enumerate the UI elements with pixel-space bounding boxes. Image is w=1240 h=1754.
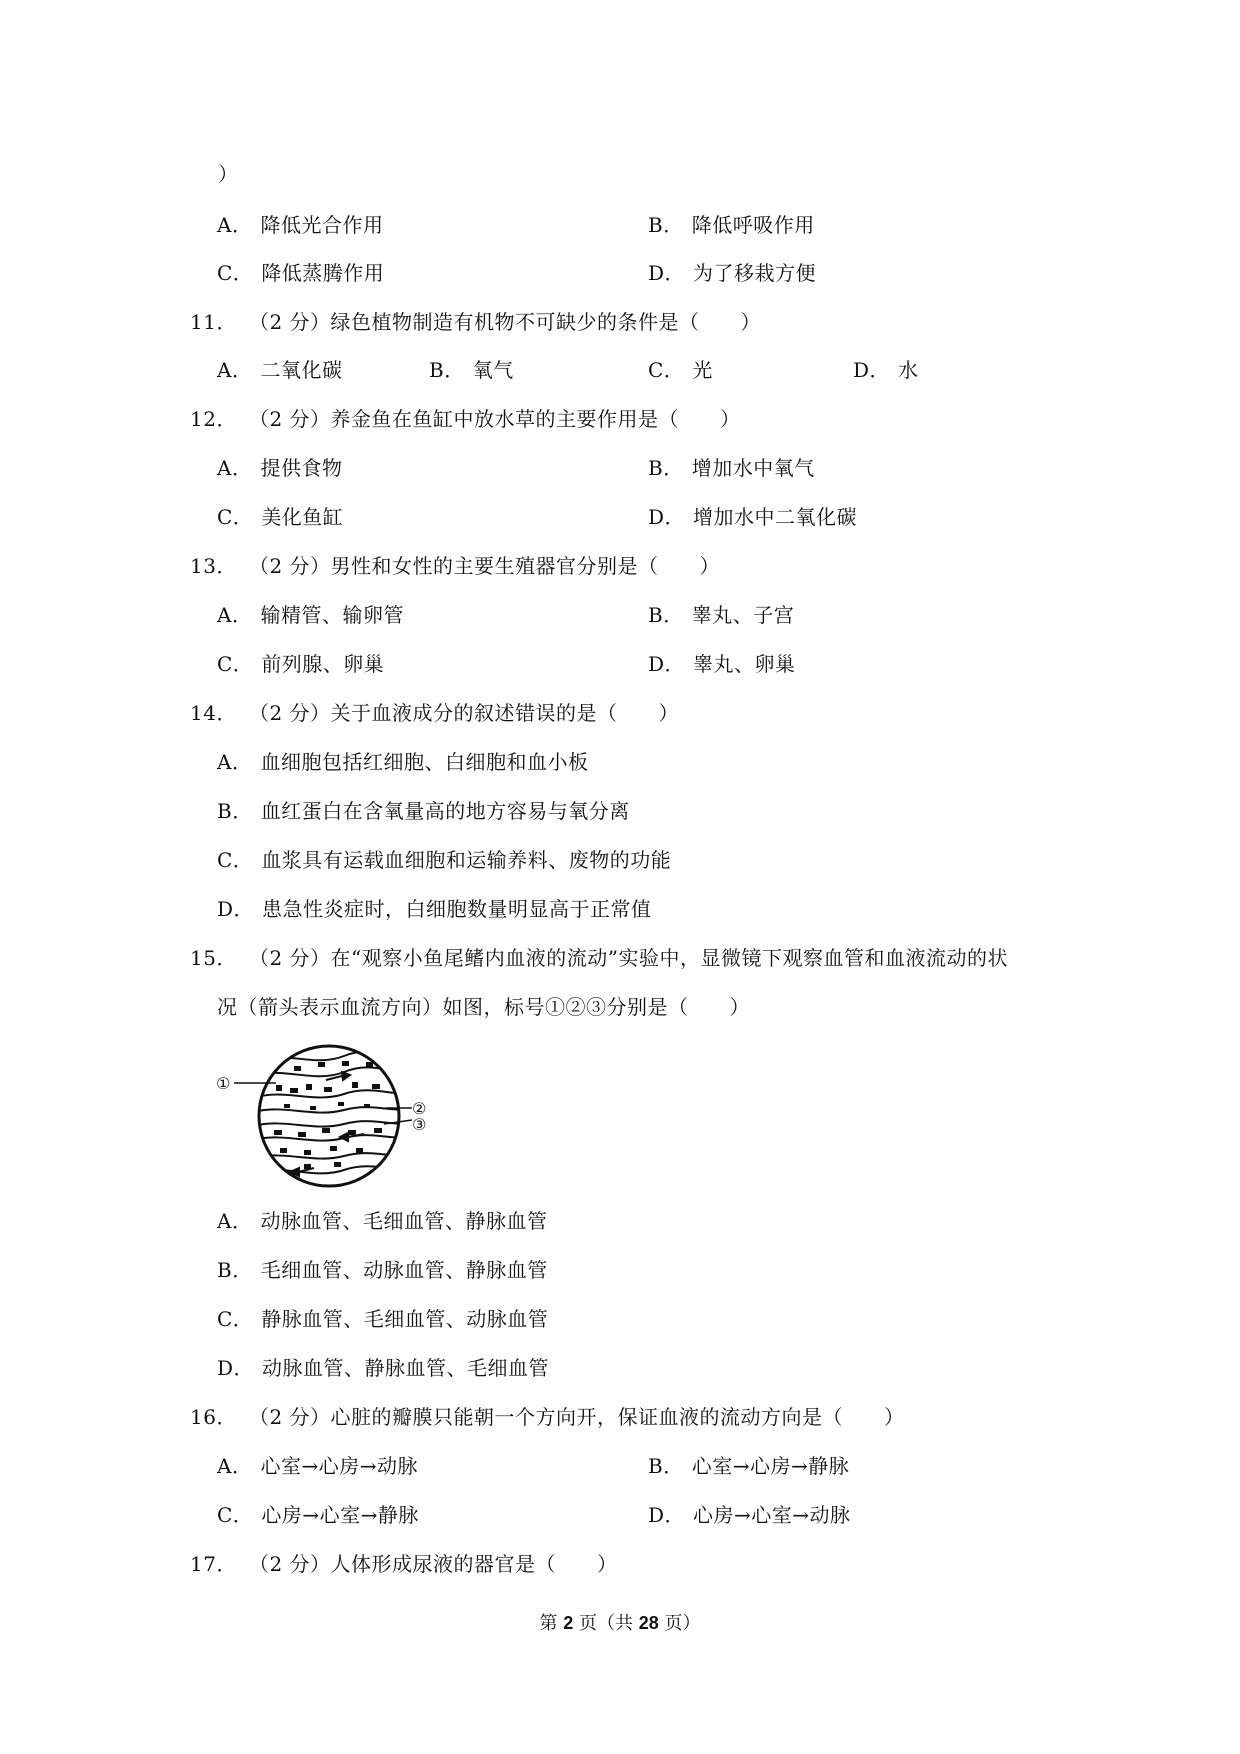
question-score: （2 分） [248,1552,331,1576]
question-number: 15． [190,946,237,970]
option-text: 心房→心室→静脉 [261,1503,419,1527]
option-text: 前列腺、卵巢 [261,652,385,676]
option-text: 血红蛋白在含氧量高的地方容易与氧分离 [260,799,630,823]
q10-option-a [217,212,383,238]
figure-label-3: ③ [412,1115,427,1134]
question-13 [190,553,720,579]
option-text: 为了移栽方便 [693,261,817,285]
question-15-stem-continued: 况（箭头表示血流方向）如图，标号①②③分别是（ ） [217,995,750,1019]
q10-option-c [217,260,384,286]
question-stem: 人体形成尿液的器官是（ ） [330,1552,618,1576]
question-stem: 在“观察小鱼尾鳍内血液的流动”实验中，显微镜下观察血管和血液流动的状 [330,946,1008,970]
option-letter: C． [648,358,685,382]
microscope-field-circle [259,1046,399,1186]
option-letter: B． [217,1258,253,1282]
option-letter: A． [217,213,253,237]
question-stem: 男性和女性的主要生殖器官分别是（ ） [330,554,721,578]
q16-option-d [648,1502,851,1528]
option-letter: B． [429,358,465,382]
q11-option-d [853,357,919,383]
option-letter: C． [217,652,254,676]
q11-option-b [429,357,514,383]
q15-option-c [217,1306,548,1332]
q13-option-b [648,602,794,628]
question-number: 12． [190,407,237,431]
option-text: 心室→心房→动脉 [260,1454,418,1478]
question-score: （2 分） [248,701,331,725]
footer-suffix: 页） [658,1613,701,1634]
option-letter: B． [648,1454,684,1478]
option-letter: A． [217,1454,253,1478]
q14-option-c [217,847,671,873]
figure-label-1: ① [216,1074,231,1093]
option-letter: C． [217,1307,254,1331]
question-11 [190,309,761,335]
option-letter: D． [648,505,686,529]
question-16 [190,1404,905,1430]
question-score: （2 分） [248,554,331,578]
footer-middle: 页（共 [573,1613,639,1634]
option-text: 毛细血管、动脉血管、静脉血管 [260,1258,548,1282]
q10-option-b [648,212,815,238]
question-17 [190,1551,618,1577]
option-text: 动脉血管、静脉血管、毛细血管 [262,1356,550,1380]
question-score: （2 分） [248,946,331,970]
option-letter: D． [217,1356,255,1380]
q14-option-d [217,896,652,922]
option-text: 二氧化碳 [260,358,343,382]
q13-option-a [217,602,404,628]
q13-option-c [217,651,384,677]
option-text: 降低呼吸作用 [691,213,815,237]
option-text: 动脉血管、毛细血管、静脉血管 [260,1209,548,1233]
option-text: 患急性炎症时，白细胞数量明显高于正常值 [262,897,652,921]
q14-option-a [217,749,588,775]
q12-option-a [217,455,342,481]
option-text: 光 [692,358,713,382]
question-score: （2 分） [248,407,331,431]
option-text: 睾丸、卵巢 [693,652,796,676]
option-letter: C． [217,505,254,529]
option-letter: B． [217,799,253,823]
footer-total-pages: 28 [638,1613,659,1633]
question-score: （2 分） [248,310,331,334]
question-number: 16． [190,1405,237,1429]
q16-option-b [648,1453,849,1479]
option-letter: A． [217,358,253,382]
option-letter: C． [217,1503,254,1527]
option-letter: D． [853,358,891,382]
q11-option-c [648,357,713,383]
option-text: 增加水中氧气 [691,456,815,480]
q16-option-a [217,1453,418,1479]
option-letter: C． [217,261,254,285]
option-text: 心室→心房→静脉 [691,1454,850,1478]
q12-option-b [648,455,815,481]
question-15 [190,945,1008,971]
option-text: 增加水中二氧化碳 [693,505,858,529]
question-stem: 绿色植物制造有机物不可缺少的条件是（ ） [330,310,762,334]
option-letter: B． [648,603,684,627]
q10-option-d [648,260,816,286]
figure-label-2: ② [412,1099,427,1118]
option-text: 降低光合作用 [260,213,384,237]
question-number: 14． [190,701,237,725]
question-number: 11． [190,310,237,334]
option-letter: A． [217,750,253,774]
option-text: 血浆具有运载血细胞和运输养料、废物的功能 [261,848,672,872]
q15-option-a [217,1208,547,1234]
blood-vessel-figure [214,1040,434,1190]
option-letter: D． [217,897,255,921]
q11-option-a [217,357,342,383]
option-text: 美化鱼缸 [261,505,344,529]
q16-option-c [217,1502,419,1528]
option-text: 氧气 [472,358,514,382]
option-letter: A． [217,456,253,480]
option-letter: A． [217,603,253,627]
option-letter: D． [648,1503,686,1527]
option-text: 提供食物 [260,456,343,480]
page-footer [0,1611,1240,1636]
q13-option-d [648,651,796,677]
option-text: 静脉血管、毛细血管、动脉血管 [261,1307,549,1331]
question-number: 17． [190,1552,237,1576]
question-10-paren: ） [218,162,239,186]
question-score: （2 分） [248,1405,331,1429]
option-text: 血细胞包括红细胞、白细胞和血小板 [260,750,589,774]
option-text: 睾丸、子宫 [691,603,795,627]
option-letter: B． [648,213,684,237]
question-stem: 养金鱼在鱼缸中放水草的主要作用是（ ） [330,407,741,431]
option-text: 输精管、输卵管 [260,603,404,627]
q12-option-d [648,504,857,530]
option-letter: A． [217,1209,253,1233]
footer-prefix: 第 [539,1613,564,1634]
option-letter: D． [648,652,686,676]
question-14 [190,700,679,726]
q15-option-d [217,1355,549,1381]
question-stem: 心脏的瓣膜只能朝一个方向开，保证血液的流动方向是（ ） [330,1405,905,1429]
question-stem: 关于血液成分的叙述错误的是（ ） [330,701,680,725]
option-letter: C． [217,848,254,872]
q14-option-b [217,798,630,824]
q12-option-c [217,504,343,530]
option-text: 水 [898,358,919,382]
question-12 [190,406,741,432]
option-letter: D． [648,261,686,285]
option-text: 心房→心室→动脉 [693,1503,851,1527]
option-letter: B． [648,456,684,480]
footer-page-number: 2 [563,1613,574,1633]
option-text: 降低蒸腾作用 [261,261,385,285]
question-number: 13． [190,554,237,578]
q15-option-b [217,1257,548,1283]
